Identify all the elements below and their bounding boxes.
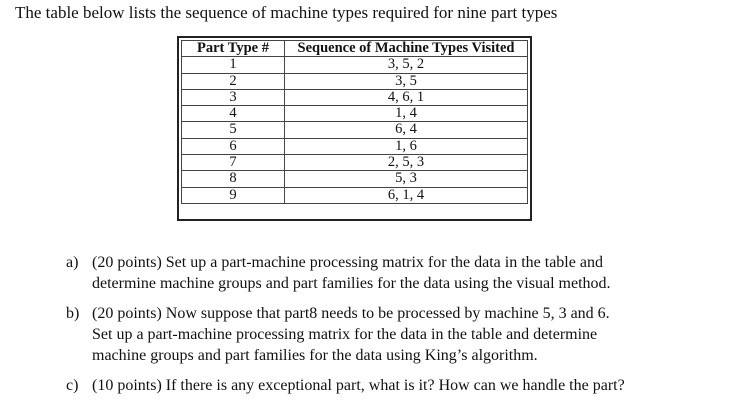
- table-row: [182, 138, 528, 154]
- part-type-cell: 5: [182, 122, 285, 138]
- part-type-cell: 6: [182, 138, 285, 154]
- question-c: [66, 375, 686, 396]
- table-row: [182, 187, 528, 203]
- sequence-cell: 2, 5, 3: [285, 155, 528, 171]
- question-b: [66, 303, 686, 366]
- sequence-cell: 6, 1, 4: [285, 187, 528, 203]
- table-row: [182, 89, 528, 105]
- part-type-cell: 2: [182, 73, 285, 89]
- question-letter: c): [66, 377, 79, 394]
- question-letter: a): [66, 254, 79, 271]
- table-grid: [181, 40, 528, 204]
- part-type-cell: 3: [182, 89, 285, 105]
- question-line: (20 points) Set up a part-machine processing matrix for the data in the table and: [92, 254, 603, 271]
- machine-sequence-table: [177, 36, 532, 221]
- table-header-row: [182, 41, 528, 57]
- sequence-cell: 1, 4: [285, 106, 528, 122]
- table-row: [182, 106, 528, 122]
- table-row: [182, 155, 528, 171]
- header-sequence: Sequence of Machine Types Visited: [285, 41, 528, 57]
- question-line: Set up a part-machine processing matrix for the data in the table and determine: [92, 326, 598, 343]
- sequence-cell: 5, 3: [285, 171, 528, 187]
- table-row: [182, 122, 528, 138]
- part-type-cell: 1: [182, 57, 285, 73]
- question-a: [66, 252, 686, 294]
- question-letter: b): [66, 305, 80, 322]
- table-row: [182, 57, 528, 73]
- table-row: [182, 171, 528, 187]
- question-list: [66, 252, 686, 405]
- intro-text: The table below lists the sequence of machine types required for nine part types: [15, 3, 558, 22]
- sequence-cell: 3, 5, 2: [285, 57, 528, 73]
- table-row: [182, 73, 528, 89]
- part-type-cell: 7: [182, 155, 285, 171]
- part-type-cell: 8: [182, 171, 285, 187]
- question-line: machine groups and part families for the data using King’s algorithm.: [92, 347, 538, 364]
- question-line: determine machine groups and part families for the data using the visual method.: [92, 275, 611, 292]
- question-line: (10 points) If there is any exceptional part, what is it? How can we handle the part?: [92, 377, 625, 394]
- sequence-cell: 6, 4: [285, 122, 528, 138]
- sequence-cell: 3, 5: [285, 73, 528, 89]
- part-type-cell: 4: [182, 106, 285, 122]
- sequence-cell: 4, 6, 1: [285, 89, 528, 105]
- sequence-cell: 1, 6: [285, 138, 528, 154]
- header-part-type: Part Type #: [182, 41, 285, 57]
- part-type-cell: 9: [182, 187, 285, 203]
- question-line: (20 points) Now suppose that part8 needs to be processed by machine 5, 3 and 6.: [92, 305, 610, 322]
